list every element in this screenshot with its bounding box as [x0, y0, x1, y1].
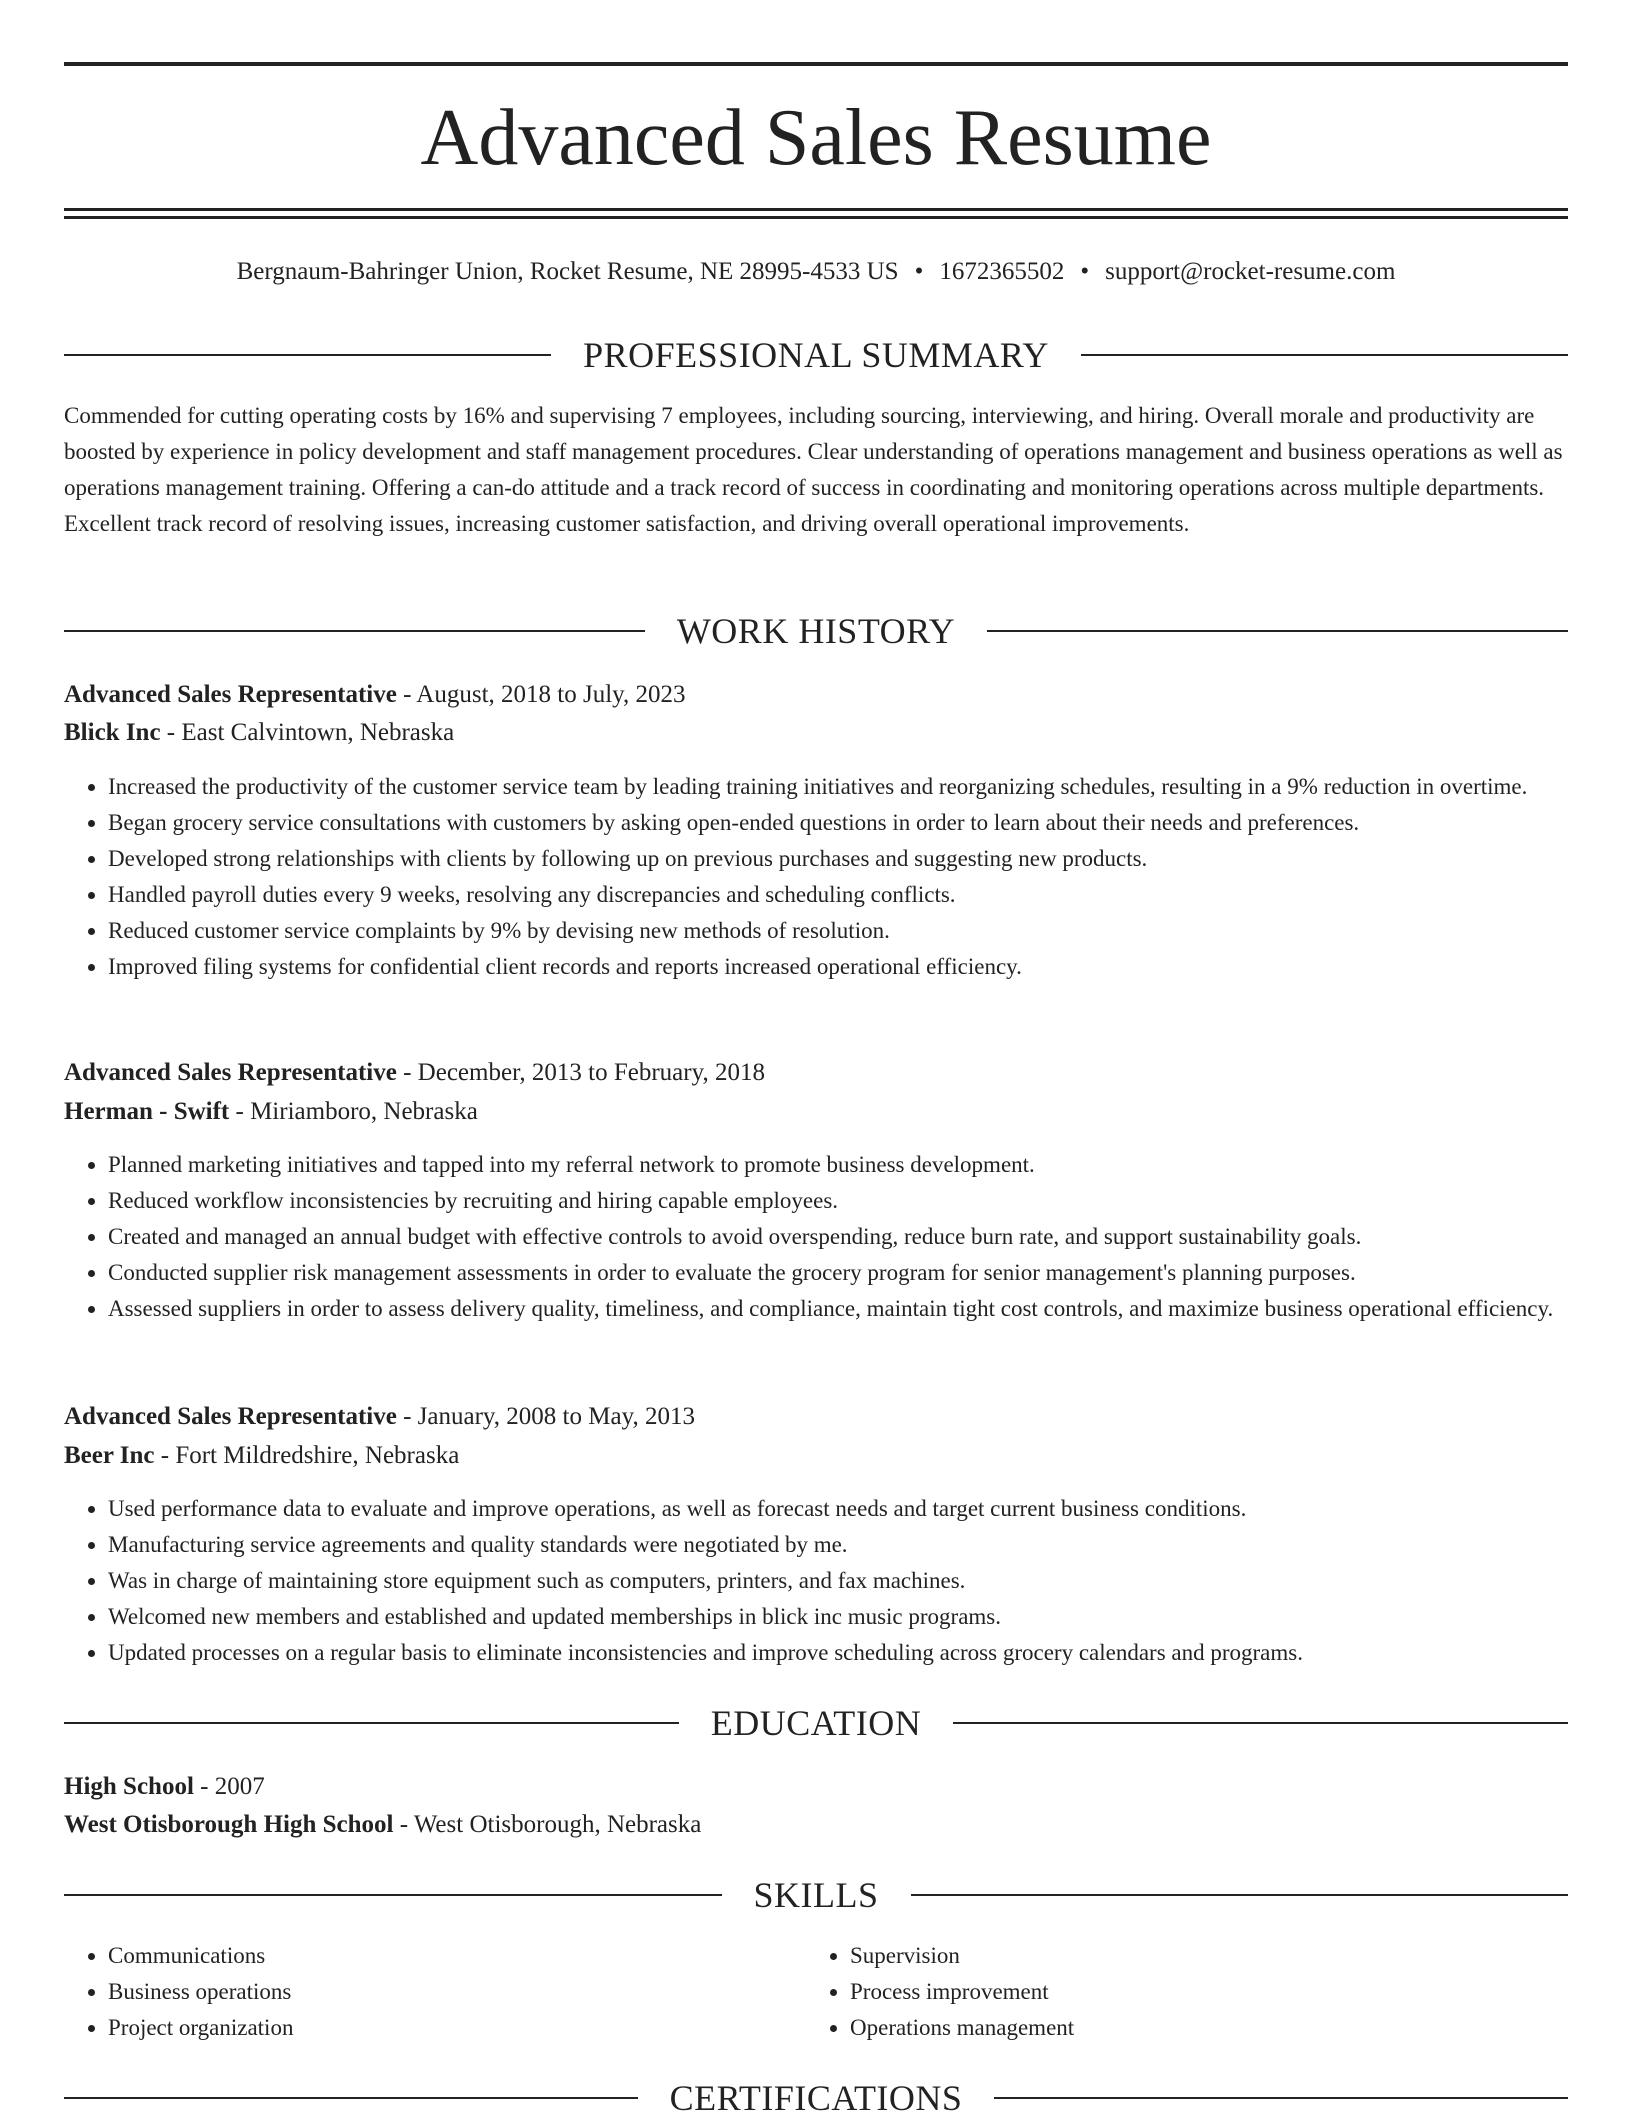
job-company-line	[64, 1093, 1568, 1131]
heading-rule	[994, 2097, 1568, 2099]
contact-email: support@rocket-resume.com	[1105, 258, 1396, 285]
heading-rule	[64, 2097, 638, 2099]
job-title: Advanced Sales Representative	[64, 1059, 397, 1086]
section-title: PROFESSIONAL SUMMARY	[583, 335, 1049, 375]
heading-rule	[64, 1722, 679, 1724]
heading-rule	[64, 630, 645, 632]
job-title-line	[64, 1398, 1568, 1436]
skill-item: • Communications	[108, 1938, 806, 1974]
list-item: • Updated processes on a regular basis to eliminate inconsistencies and improve scheduling across grocery calendars and programs.	[108, 1635, 1568, 1671]
skill-item: • Process improvement	[850, 1974, 1548, 2010]
skill-item: • Project organization	[108, 2010, 806, 2046]
resume-title: Advanced Sales Resume	[420, 94, 1212, 182]
job-location: - Miriamboro, Nebraska	[229, 1098, 478, 1125]
skills-column-left	[64, 1938, 806, 2046]
list-item: • Welcomed new members and established and updated memberships in blick inc music programs.	[108, 1599, 1568, 1635]
list-item: • Planned marketing initiatives and tapped into my referral network to promote business development.	[108, 1147, 1568, 1183]
heading-rule	[1081, 354, 1568, 356]
heading-rule	[987, 630, 1568, 632]
list-item: • Created and managed an annual budget with effective controls to avoid overspending, reduce burn rate, and support sustainability goals.	[108, 1219, 1568, 1255]
skills-list	[64, 1938, 1568, 2046]
heading-rule	[64, 354, 551, 356]
list-item: • Manufacturing service agreements and quality standards were negotiated by me.	[108, 1527, 1568, 1563]
job-location: - Fort Mildredshire, Nebraska	[154, 1442, 460, 1469]
work-history-heading	[64, 607, 1568, 655]
list-item: • Began grocery service consultations with customers by asking open-ended questions in order to learn about their needs and preferences.	[108, 805, 1568, 841]
job-title: Advanced Sales Representative	[64, 681, 397, 708]
job-company: Herman - Swift	[64, 1098, 230, 1125]
contact-phone: 1672365502	[939, 258, 1065, 285]
skills-column-right	[806, 1938, 1548, 2046]
education-heading	[64, 1699, 1568, 1747]
list-item: • Reduced customer service complaints by 9% by devising new methods of resolution.	[108, 913, 1568, 949]
contact-line	[64, 252, 1568, 292]
job-dates: - January, 2008 to May, 2013	[396, 1403, 695, 1430]
heading-rule	[64, 1894, 722, 1896]
job-title-line	[64, 676, 1568, 714]
skill-item: • Supervision	[850, 1938, 1548, 1974]
skill-item: • Operations management	[850, 2010, 1548, 2046]
summary-heading	[64, 331, 1568, 379]
section-title: SKILLS	[753, 1875, 879, 1915]
job-dates: - December, 2013 to February, 2018	[396, 1059, 765, 1086]
heading-rule	[953, 1722, 1568, 1724]
contact-address: Bergnaum-Bahringer Union, Rocket Resume, NE 28995-4533 US	[236, 258, 899, 285]
job-title-line	[64, 1054, 1568, 1092]
education-school-line	[64, 1806, 1568, 1844]
education-location: - West Otisborough, Nebraska	[393, 1811, 702, 1838]
job-location: - East Calvintown, Nebraska	[160, 719, 455, 746]
skill-item: • Business operations	[108, 1974, 806, 2010]
list-item: • Developed strong relationships with clients by following up on previous purchases and suggesting new products.	[108, 841, 1568, 877]
summary-text: Commended for cutting operating costs by 16% and supervising 7 employees, including sourcing, interviewing, and hiring. Overall morale and productivity are boosted by experience in policy development and staff management procedures. Clear understanding of operations management and business operations as well as operations management training. Offering a can-do attitude and a track record of success in coordinating and monitoring operations across multiple departments. Excellent track record of resolving issues, increasing customer satisfaction, and driving overall operational improvements.	[64, 403, 1563, 536]
section-title: EDUCATION	[710, 1703, 922, 1743]
job-dates: - August, 2018 to July, 2023	[396, 681, 686, 708]
list-item: • Was in charge of maintaining store equipment such as computers, printers, and fax machines.	[108, 1563, 1568, 1599]
section-title: WORK HISTORY	[676, 611, 956, 651]
list-item: • Improved filing systems for confidential client records and reports increased operational efficiency.	[108, 949, 1568, 985]
list-item: • Reduced workflow inconsistencies by recruiting and hiring capable employees.	[108, 1183, 1568, 1219]
list-item: • Used performance data to evaluate and improve operations, as well as forecast needs and target current business conditions.	[108, 1491, 1568, 1527]
list-item: • Assessed suppliers in order to assess delivery quality, timeliness, and compliance, maintain tight cost controls, and maximize business operational efficiency.	[108, 1291, 1568, 1327]
header-top-rule	[64, 62, 1568, 66]
job-company: Beer Inc	[64, 1442, 155, 1469]
section-title: CERTIFICATIONS	[669, 2078, 963, 2118]
contact-separator: •	[914, 258, 924, 285]
list-item: • Handled payroll duties every 9 weeks, resolving any discrepancies and scheduling conflicts.	[108, 877, 1568, 913]
education-degree-line	[64, 1768, 1568, 1806]
job-company: Blick Inc	[64, 719, 161, 746]
job-bullets	[64, 1491, 1568, 1671]
job-bullets	[64, 1147, 1568, 1327]
list-item: • Conducted supplier risk management assessments in order to evaluate the grocery program for senior management's planning purposes.	[108, 1255, 1568, 1291]
education-degree: High School	[64, 1773, 194, 1800]
education-school: West Otisborough High School	[64, 1811, 394, 1838]
job-company-line	[64, 714, 1568, 752]
header-double-rule-lower	[64, 216, 1568, 219]
heading-rule	[911, 1894, 1569, 1896]
job-bullets	[64, 769, 1568, 985]
skills-heading	[64, 1871, 1568, 1919]
contact-separator: •	[1080, 258, 1090, 285]
header-double-rule-upper	[64, 208, 1568, 211]
certifications-heading	[64, 2074, 1568, 2122]
education-year: - 2007	[193, 1773, 265, 1800]
job-title: Advanced Sales Representative	[64, 1403, 397, 1430]
job-company-line	[64, 1437, 1568, 1475]
list-item: • Increased the productivity of the customer service team by leading training initiatives and reorganizing schedules, resulting in a 9% reduction in overtime.	[108, 769, 1568, 805]
